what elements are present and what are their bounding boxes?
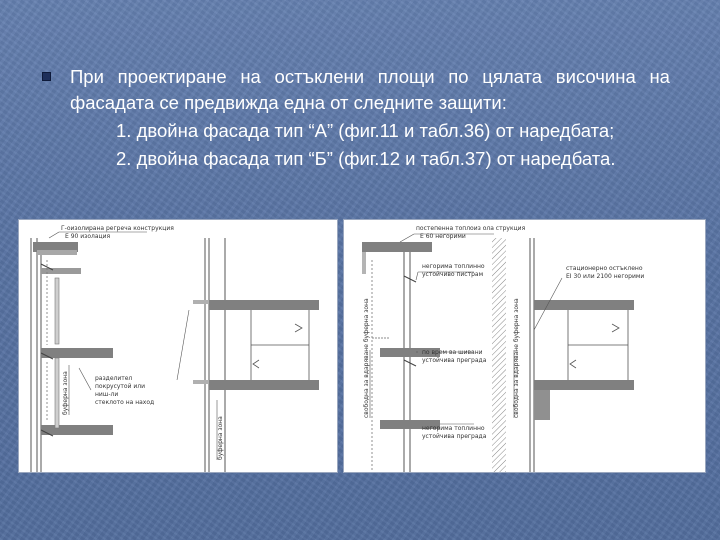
facade-b-note-right-1: стационерно остъклено [566, 265, 643, 272]
paragraph-word: остъклени [274, 66, 365, 87]
slide-text [0, 0, 720, 200]
list-item-1: 1. двойна фасада тип “А” (фиг.11 и табл.36) от наредбата; [116, 120, 615, 141]
facade-a-note-top-2: E 90 изолация [65, 233, 111, 240]
facade-a-buffer-label-left: буферна зона [62, 371, 69, 415]
facade-b-note-top-2: E 60 негорими [420, 233, 466, 240]
paragraph-word: цялата [482, 66, 543, 87]
paragraph-line-1 [70, 64, 670, 90]
bullet-square-icon [42, 72, 51, 81]
paragraph-word: проектиране [117, 66, 227, 87]
paragraph-line-2: фасадата се предвижда една от следните защити: [70, 92, 507, 113]
facade-a-note-mid-4: стеклото на наход [95, 399, 155, 406]
facade-b-note-bottom-2: устойчива преграда [422, 433, 487, 440]
facade-b-note-low-1: по врем ва шивани [422, 349, 483, 356]
facade-a-buffer-label-right: буферна зона [217, 416, 224, 460]
facade-b-note-mid-1: негорима топлинно [422, 263, 485, 270]
facade-a-note-mid-1: разделител [95, 375, 133, 382]
facade-a-note-mid-2: покрусутой или [95, 383, 146, 390]
facade-b-note-low-2: устойчива преграда [422, 357, 487, 364]
list-item-2: 2. двойна фасада тип “Б” (фиг.12 и табл.37) от наредбата. [116, 148, 616, 169]
facade-b-zone-label-left: свободна за вдаряване буферна зона [363, 298, 370, 418]
figure-double-facade-b [343, 219, 706, 473]
facade-b-note-mid-2: устойчиво пистрам [422, 271, 484, 278]
facade-a-note-mid-3: ниш-ли [95, 391, 119, 398]
paragraph-word: площи [377, 66, 435, 87]
paragraph-word: При [70, 66, 104, 87]
facade-a-note-top-1: Г-оизолирана регреча конструкция [61, 225, 174, 232]
paragraph-word: височина [555, 66, 636, 87]
paragraph-word: на [240, 66, 261, 87]
facade-b-note-right-2: EI 30 или 2100 негорими [566, 273, 645, 280]
paragraph-word: по [448, 66, 469, 87]
facade-b-zone-label-right: свободна за вдаряване буферна зона [513, 298, 520, 418]
paragraph [70, 64, 670, 116]
facade-b-note-bottom-1: негорима топлинно [422, 425, 485, 432]
facade-b-note-top-1: постепенна топлоиз ола струкция [416, 225, 526, 232]
facade-a-drawing [19, 220, 337, 472]
figure-double-facade-a [18, 219, 338, 473]
paragraph-word: на [649, 66, 670, 87]
facade-b-drawing [344, 220, 705, 472]
